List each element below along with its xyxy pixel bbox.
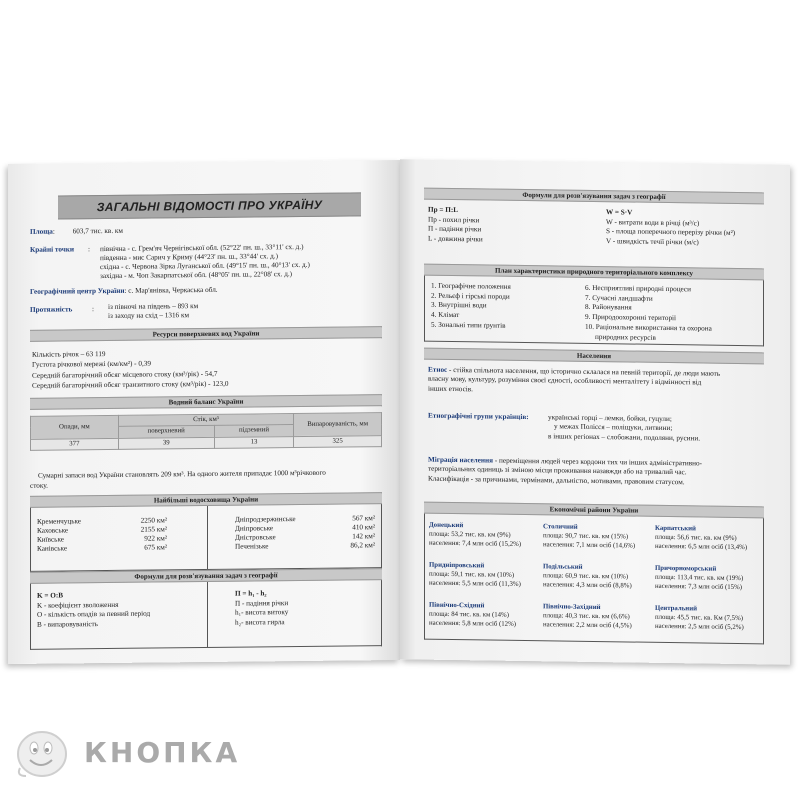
region-population: населення: 5,8 млн осіб (12%) <box>429 619 517 628</box>
region-area: площа: 84 тис. кв. км (14%) <box>429 610 509 619</box>
underground-header: підземний <box>214 425 294 437</box>
formula-line: K - коефіцієнт зволоження <box>37 600 119 610</box>
formula-river-fall <box>235 589 288 628</box>
region-area: площа: 40,3 тис. кв. км (6,6%) <box>543 612 630 621</box>
groups-list <box>548 413 700 443</box>
population-title: Населення <box>424 348 764 365</box>
reservoirs-box <box>30 504 382 572</box>
region-area: площа: 56,6 тис. кв. км (9%) <box>655 533 737 542</box>
formula-head: W = S·V <box>606 208 633 217</box>
reservoir-area: 2155 км² <box>140 525 167 534</box>
plan-item: 5. Зональні типи ґрунтів <box>431 320 506 330</box>
reservoirs-title: Найбільші водосховища України <box>30 492 382 508</box>
region-area: площа: 60,9 тис. кв. км (10%) <box>543 572 629 581</box>
region-name: Північно-Східний <box>429 601 485 610</box>
regions-box <box>424 514 764 645</box>
watermark-text: КНОПКА <box>84 735 241 769</box>
surface-value: 39 <box>118 437 214 449</box>
reservoir-name: Дністровське <box>235 533 276 542</box>
ethnos-line: - стійка спільнота населення, що історично склалася на певній території, де люди мають <box>449 365 721 378</box>
precip-header: Опади, мм <box>31 415 119 439</box>
formula-line: S - площа поперечного перерізу річки (м²) <box>606 227 736 238</box>
region-population: населення: 2,5 млн осіб (5,2%) <box>655 622 744 631</box>
reserves-text: Сумарні запаси вод України становлять 209 км³. На одного жителя припадає 1000 м³річкового <box>38 468 326 480</box>
plan-list-left <box>431 282 511 332</box>
water-balance-title: Водний баланс України <box>30 394 382 410</box>
region-card <box>429 602 516 630</box>
migration-definition <box>428 456 764 489</box>
plan-item: 9. Природоохоронні території <box>585 313 677 323</box>
water-balance-table <box>30 412 382 451</box>
right-page <box>400 159 790 664</box>
region-area: площа: 45,5 тис. кв. Км (7,5%) <box>655 613 744 622</box>
region-population: населення: 6,5 млн осіб (13,4%) <box>655 542 748 551</box>
group-line: в інших регіонах – слобожани, подоляни, русини. <box>548 432 701 443</box>
formulas-title: Формули для розв'язування задач з географії <box>30 568 382 584</box>
formula-line: V - швидкість течії річки (м/с) <box>606 237 699 247</box>
ethnos-line: власну мову, культуру, розуміння своєї єдності, особливості менталітету і відмінності від <box>428 375 702 387</box>
formula-head: K = O:B <box>37 591 64 600</box>
formula-head: П = h₁ - h₂ <box>235 589 267 598</box>
page-title: ЗАГАЛЬНІ ВІДОМОСТІ ПРО УКРАЇНУ <box>58 192 361 219</box>
reservoir-name: Печенізьке <box>235 542 269 551</box>
center-label: Географічний центр України <box>30 286 125 296</box>
region-card <box>655 605 744 633</box>
formula-line: П - падіння річки <box>428 225 482 234</box>
plan-item: 8. Районування <box>585 303 632 312</box>
plan-item: 1. Географічне положення <box>431 281 511 291</box>
extreme-points-list <box>100 243 310 281</box>
surface-line: Середній багаторічний обсяг місцевого стоку (км³/рік) - 54,7 <box>32 369 218 380</box>
reservoir-name: Каховське <box>37 526 69 535</box>
mascot-icon <box>12 724 74 780</box>
reservoir-name: Київське <box>37 535 64 544</box>
reservoirs-right <box>235 514 375 551</box>
reservoirs-left <box>37 516 167 553</box>
region-card <box>543 603 632 631</box>
reservoir-area: 675 км² <box>144 543 167 552</box>
region-population: населення: 7,1 млн осіб (14,6%) <box>543 540 636 550</box>
plan-item: 2. Рельєф і гірські породи <box>431 291 510 301</box>
plan-list-right <box>585 284 712 344</box>
region-population: населення: 5,5 млн осіб (11,3%) <box>429 579 521 588</box>
region-name: Центральний <box>655 604 698 613</box>
evap-header: Випаровуваність, мм <box>294 413 382 437</box>
region-name: Подільський <box>543 563 583 571</box>
reservoir-name: Кременчуцьке <box>37 517 81 526</box>
reservoir-area: 567 км² <box>352 514 375 523</box>
center-value: с. Мар'янівка, Черкаська обл. <box>128 285 218 295</box>
formula-line: B - випаровуваність <box>37 620 98 629</box>
regions-title: Економічні райони України <box>424 502 764 519</box>
plan-item: 10. Раціональне використання та охорона <box>585 322 712 333</box>
region-area: площа: 53,2 тис. кв. км (9%) <box>429 530 511 539</box>
ethnos-label: Етнос <box>428 365 448 374</box>
reservoir-area: 922 км² <box>144 534 167 543</box>
formulas-title: Формули для розв'язування задач з географії <box>424 188 764 205</box>
ethnos-line: інших етносів. <box>428 384 473 394</box>
region-name: Північно-Західний <box>543 603 601 612</box>
left-page: ЗАГАЛЬНІ ВІДОМОСТІ ПРО УКРАЇНУ Площа: 603,7 тис. кв. км Крайні точки : північна - с. Грем'яч Чернігівської обл. (52°22' пн. ш., 33°11' сх. д.) південна - мис Сарич у Криму (44°23' пн. ш., 33°44' сх. д.) східна - с. Червона Зірка Луганської обл. (49°15' пн. ш., 40°13' сх. д.) західна - м. Чоп Закарпатської обл. (48°05' пн. ш., 22°08' сх. д.) Географічний центр України: с. Мар'янівка, Черкаська обл. Протяжність : із півночі на південь – 893 км із заходу на схід – 1316 км Ресурси поверхневих вод України Кількість річок – 63 119 Густота річкової мережі (км/км²) - 0,39 Середній багаторічний обсяг місцевого стоку (км³/рік) - 54,7 Середній багаторічний обсяг транзитного стоку (км³/рік) - 123,0 Водний баланс України Опади, мм Стік, км³ Випаровуваність, мм поверхневий підземний 377 39 13 325 Сумарні запаси вод України становлять 209 км³. На одного жителя припадає 1000 м³річкового стоку. Найбільші водосховища України Кременчуцьке 2250 км² Каховське 2155 км² Київське 922 км² Канівське 675 км² Дніпродзержинське 567 км² Дніпровське 410 км² Дністровське 142 км² Печенізьке 86,2 км² Формули для розв'язування задач з географії K = O:B K - коефіцієнт зволоження O - кількість опадів за певний період B - випаровуваність П = h₁ - h₂ П - падіння річки h₁- висота витоку h₂- висота гирла <box>8 160 400 664</box>
formula-moisture <box>37 591 150 631</box>
runoff-header: Стік, км³ <box>118 414 294 427</box>
surface-waters-title: Ресурси поверхневих вод України <box>30 326 382 342</box>
formula-line: h₁- висота витоку <box>235 608 289 618</box>
area-value: 603,7 тис. кв. км <box>72 226 123 236</box>
extreme-point: північна - с. Грем'яч Чернігівської обл. (52°22' пн. ш., 33°11' сх. д.) <box>100 242 304 254</box>
reservoir-area: 410 км² <box>352 523 375 532</box>
region-card <box>655 525 747 553</box>
region-area: площа: 90,7 тис. кв. км (15%) <box>543 532 629 541</box>
surface-waters-list <box>32 348 229 392</box>
migration-label: Міграція населення <box>428 455 494 465</box>
formula-line: П - падіння річки <box>235 598 289 608</box>
precip-value: 377 <box>31 438 119 450</box>
reservoir-area: 86,2 км² <box>350 541 375 550</box>
length-values <box>108 302 198 321</box>
region-card <box>543 523 635 551</box>
formulas-box <box>30 580 382 650</box>
surface-header: поверхневий <box>118 426 214 438</box>
region-name: Столичний <box>543 523 578 531</box>
open-book <box>0 150 800 670</box>
surface-line: Середній багаторічний обсяг транзитного стоку (км³/рік) - 123,0 <box>32 380 229 391</box>
reservoir-name: Дніпровське <box>235 524 274 533</box>
reserves-text-cont: стоку. <box>30 481 48 490</box>
reservoir-area: 142 км² <box>352 532 375 541</box>
plan-item: 6. Несприятливі природні процеси <box>585 283 691 294</box>
reservoir-name: Канівське <box>37 544 68 553</box>
evap-value: 325 <box>294 436 382 448</box>
plan-title: План характеристики природного територіального комплексу <box>424 264 764 281</box>
reservoir-name: Дніпродзержинське <box>235 515 296 524</box>
region-card <box>429 522 521 550</box>
formula-line: Пр - похил річки <box>428 215 480 225</box>
formula-line: h₂- висота гирла <box>235 618 285 627</box>
region-population: населення: 7,4 млн осіб (15,2%) <box>429 539 522 548</box>
group-line: українські горці – лемки, бойки, гуцули; <box>548 413 672 424</box>
formula-line: L - довжина річки <box>428 234 483 244</box>
length-value: із заходу на схід – 1316 км <box>108 311 189 321</box>
length-value: із півночі на південь – 893 км <box>108 302 199 312</box>
formula-head: Пр = П:L <box>428 205 459 215</box>
formula-line: O - кількість опадів за певний період <box>37 610 151 620</box>
formula-discharge <box>606 208 735 249</box>
region-card <box>429 562 521 590</box>
region-area: площа: 113,4 тис. кв. км (19%) <box>655 573 744 582</box>
extreme-point: східна - с. Червона Зірка Луганської обл. (49°15' пн. ш., 40°13' сх. д.) <box>100 260 310 272</box>
migration-line: територіальних одиниць зі зміною місця проживання назавжди або на тривалий час. <box>428 465 687 477</box>
extreme-point: південна - мис Сарич у Криму (44°23' пн. ш., 33°44' сх. д.) <box>100 252 278 263</box>
migration-line: - переміщення людей через кордони тих чи інших адміністративно- <box>494 456 703 468</box>
length-label: Протяжність <box>30 305 73 314</box>
watermark-logo <box>12 722 312 782</box>
area-label: Площа <box>30 227 53 236</box>
plan-item: природних ресурсів <box>595 332 656 342</box>
region-card <box>543 563 632 591</box>
region-population: населення: 4,3 млн осіб (8,8%) <box>543 580 632 590</box>
groups-label: Етнографічні групи українців: <box>428 411 529 422</box>
underground-value: 13 <box>214 437 294 449</box>
ethnos-definition <box>428 366 764 399</box>
plan-item: 3. Внутрішні води <box>431 301 487 310</box>
extreme-label: Крайні точки <box>30 245 75 254</box>
region-name: Донецький <box>429 521 464 530</box>
extreme-point: західна - м. Чоп Закарпатської обл. (48°05' пн. ш., 22°08' сх. д.) <box>100 270 293 281</box>
reservoir-area: 2250 км² <box>140 516 167 525</box>
region-name: Придніпровський <box>429 561 485 570</box>
plan-box <box>424 276 764 347</box>
plan-item: 4. Клімат <box>431 310 460 320</box>
plan-item: 7. Сучасні ландшафти <box>585 293 653 303</box>
region-name: Причорноморський <box>655 564 717 573</box>
group-line: у межах Полісся – поліщуки, литвини; <box>554 422 673 433</box>
formula-slope <box>428 206 483 246</box>
region-population: населення: 2,2 млн осіб (4,5%) <box>543 620 632 630</box>
migration-line: Класифікація - за причинами, термінами, дальністю, мотивами, правовим статусом. <box>428 474 685 486</box>
region-name: Карпатський <box>655 524 696 533</box>
surface-line: Кількість річок – 63 119 <box>32 350 106 359</box>
region-area: площа: 59,1 тис. кв. км (10%) <box>429 570 515 579</box>
region-card <box>655 565 743 593</box>
surface-line: Густота річкової мережі (км/км²) - 0,39 <box>32 359 151 370</box>
region-population: населення: 7,3 млн осіб (15%) <box>655 582 743 591</box>
formula-line: W - витрати води в річці (м³/с) <box>606 217 700 228</box>
